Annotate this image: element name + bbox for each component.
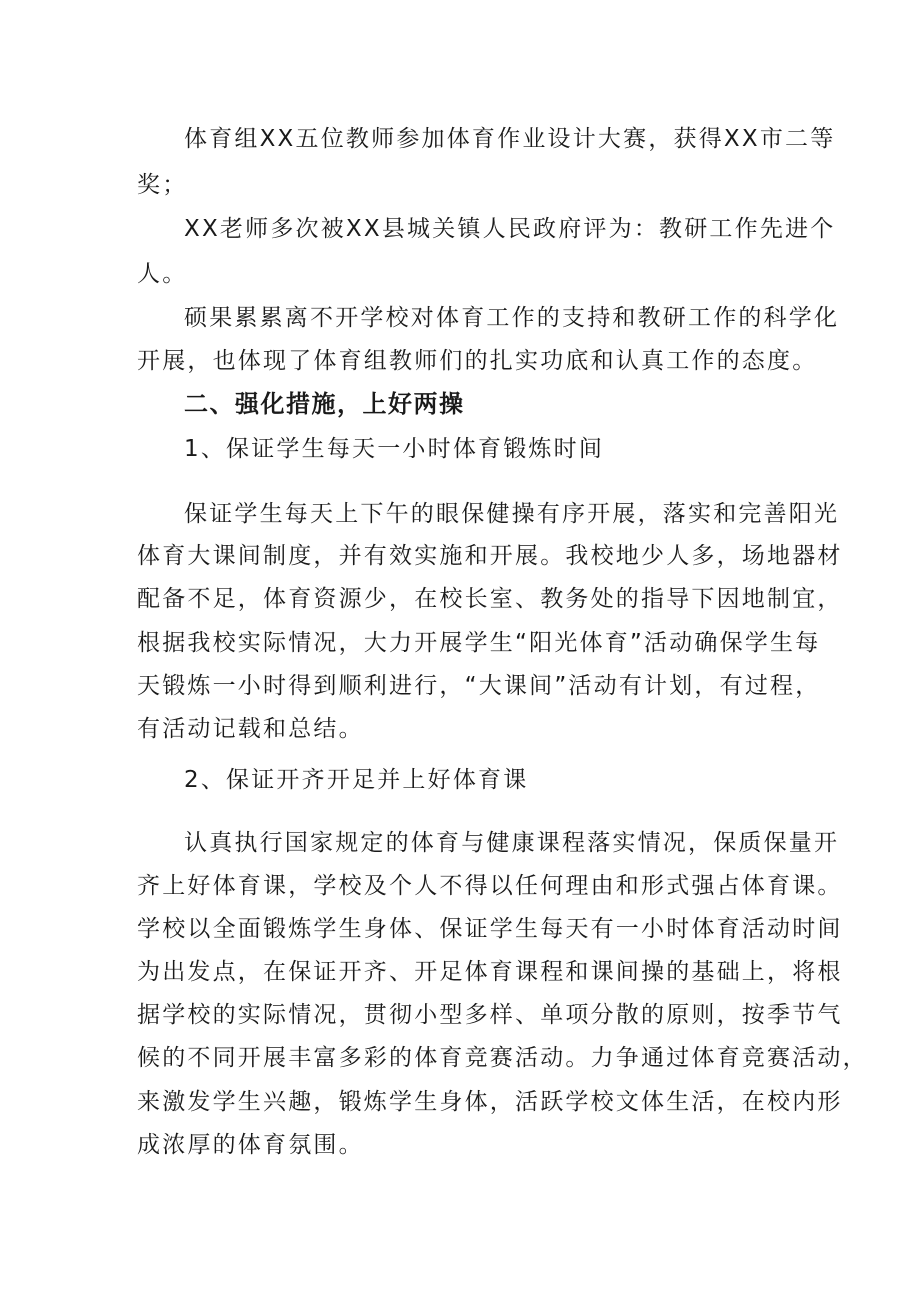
text-line: 保证学生每天上下午的眼保健操有序开展，落实和完善阳光 [184, 501, 840, 527]
text-line: XX老师多次被XX县城关镇人民政府评为：教研工作先进个 [184, 216, 836, 242]
section-heading: 二、强化措施，上好两操 [184, 390, 465, 418]
subsection-heading: 1、保证学生每天一小时体育锻炼时间 [184, 436, 605, 462]
text-line: 奖； [137, 172, 188, 198]
text-line: 体育组XX五位教师参加体育作业设计大赛，获得XX市二等 [184, 126, 836, 152]
text-line: 齐上好体育课，学校及个人不得以任何理由和形式强占体育课。 [137, 873, 843, 899]
text-line: 开展，也体现了体育组教师们的扎实功底和认真工作的态度。 [137, 348, 818, 374]
text-line: 人。 [137, 261, 188, 287]
text-line: 候的不同开展丰富多彩的体育竞赛活动。力争通过体育竞赛活动， [137, 1045, 868, 1071]
text-line: 成浓厚的体育氛围。 [137, 1132, 364, 1158]
text-line: 学校以全面锻炼学生身体、保证学生每天有一小时体育活动时间 [137, 916, 843, 942]
text-line: 硕果累累离不开学校对体育工作的支持和教研工作的科学化 [184, 305, 840, 331]
text-line: 据学校的实际情况，贯彻小型多样、单项分散的原则，按季节气 [137, 1002, 843, 1028]
text-line: 天锻炼一小时得到顺利进行，“大课间”活动有计划，有过程， [137, 673, 821, 699]
text-line: 配备不足，体育资源少，在校长室、教务处的指导下因地制宜， [137, 586, 843, 612]
text-line: 有活动记载和总结。 [137, 716, 364, 742]
subsection-heading: 2、保证开齐开足并上好体育课 [184, 767, 529, 793]
text-line: 体育大课间制度，并有效实施和开展。我校地少人多，场地器材 [137, 543, 843, 569]
text-line: 为出发点，在保证开齐、开足体育课程和课间操的基础上，将根 [137, 959, 843, 985]
text-line: 根据我校实际情况，大力开展学生“阳光体育”活动确保学生每 [137, 630, 821, 656]
text-line: 来激发学生兴趣，锻炼学生身体，活跃学校文体生活，在校内形 [137, 1089, 843, 1115]
text-line: 认真执行国家规定的体育与健康课程落实情况，保质保量开 [184, 830, 840, 856]
